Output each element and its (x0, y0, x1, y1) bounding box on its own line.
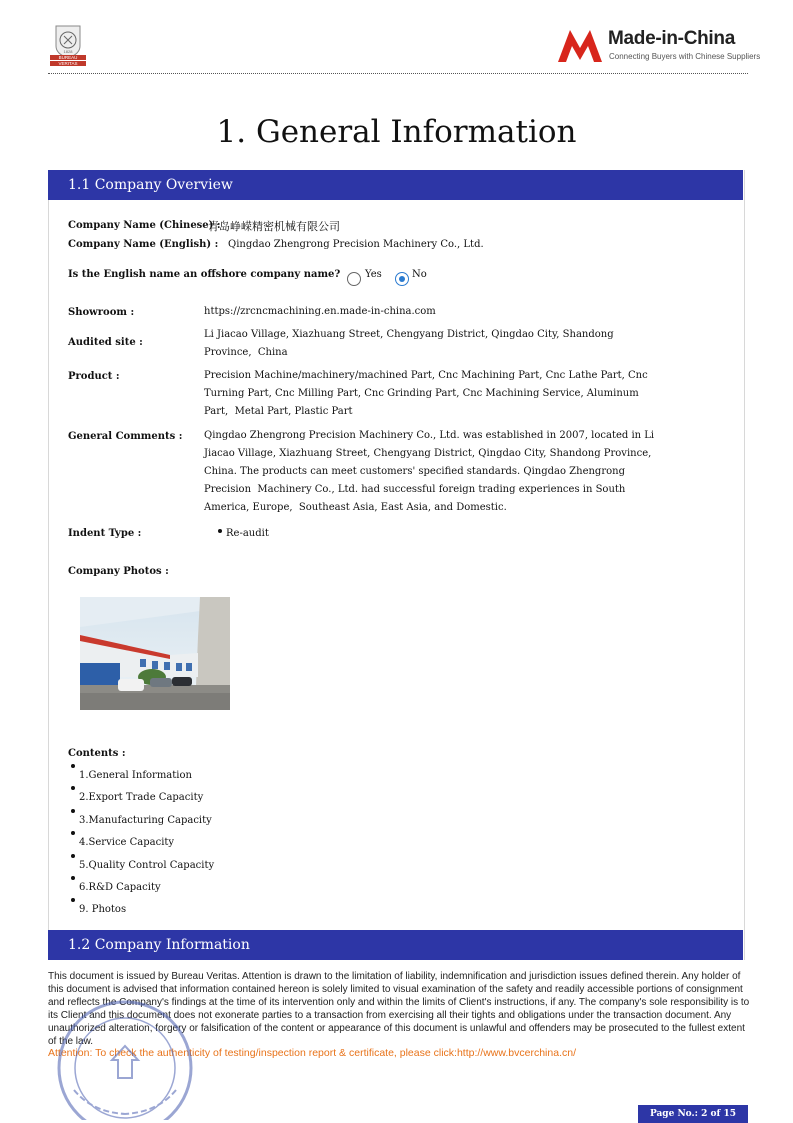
company-name-cn-value: 青岛峥嵘精密机械有限公司 (208, 220, 340, 233)
section-1-2-header (48, 930, 743, 960)
mic-subtitle: Connecting Buyers with Chinese Suppliers (609, 52, 761, 61)
page-title: 1. General Information (216, 114, 577, 150)
contents-item[interactable]: 9. Photos (79, 904, 127, 915)
page-number-badge: Page No.: 2 of 15 (638, 1105, 748, 1123)
company-name-en-label: Company Name (English) : (68, 239, 219, 250)
section-1-1-title: 1.1 Company Overview (68, 177, 233, 193)
audited-site-label: Audited site : (68, 337, 143, 348)
section-1-2-title: 1.2 Company Information (68, 937, 250, 953)
contents-bullet-icon (71, 831, 75, 835)
seal-stamp-icon (52, 1000, 198, 1120)
contents-item[interactable]: 2.Export Trade Capacity (79, 792, 204, 803)
company-name-en-value: Qingdao Zhengrong Precision Machinery Co., Ltd. (228, 239, 484, 250)
contents-bullet-icon (71, 809, 75, 813)
company-photos-label: Company Photos : (68, 566, 169, 577)
offshore-question: Is the English name an offshore company name? (68, 269, 341, 280)
indent-type-value: Re-audit (226, 528, 269, 539)
offshore-no-radio[interactable] (395, 272, 409, 286)
indent-bullet-icon (218, 529, 222, 533)
bv-logo-bottom-text: VERITAS (58, 61, 78, 66)
contents-item[interactable]: 6.R&D Capacity (79, 882, 161, 893)
contents-bullet-icon (71, 854, 75, 858)
made-in-china-logo (556, 26, 761, 66)
mic-m-icon (556, 26, 606, 64)
contents-label: Contents : (68, 748, 126, 759)
product-value: Precision Machine/machinery/machined Part, Cnc Machining Part, Cnc Lathe Part, Cnc Turning Part, Cnc Milling Part, Cnc Grinding Part, Cnc Machining Service, Aluminum Part, Metal Part, Plastic Part (204, 370, 648, 417)
indent-type-label: Indent Type : (68, 528, 142, 539)
authenticity-notice[interactable]: Attention: To check the authenticity of testing/inspection report & certificate, please click:http://www.bvcerchina.cn/ (48, 1047, 576, 1059)
showroom-label: Showroom : (68, 307, 135, 318)
contents-bullet-icon (71, 786, 75, 790)
section-1-1-header (48, 170, 743, 200)
company-name-cn-label: Company Name (Chinese) : (68, 220, 221, 231)
contents-bullet-icon (71, 898, 75, 902)
offshore-yes-label: Yes (365, 269, 382, 280)
page-header (0, 0, 793, 76)
contents-bullet-icon (71, 764, 75, 768)
mic-title: Made-in-China (608, 28, 735, 49)
general-comments-label: General Comments : (68, 431, 183, 442)
bv-logo-year: 1828 (63, 49, 73, 54)
bureau-veritas-logo (48, 22, 88, 68)
bv-logo-top-text: BUREAU (58, 55, 78, 60)
general-comments-value: Qingdao Zhengrong Precision Machinery Co., Ltd. was established in 2007, located in Li Jiacao Village, Xiazhuang Street, Chengyang District, Qingdao City, Shandong Province, China. The products can meet customers' specified standards. Qingdao Zhengrong Precision Machinery Co., Ltd. had successful foreign trading experiences in South America, Europe, Southeast Asia, East Asia, and Domestic. (204, 430, 655, 513)
contents-item[interactable]: 5.Quality Control Capacity (79, 860, 215, 871)
disclaimer-text: This document is issued by Bureau Veritas. Attention is drawn to the limitation of liability, indemnification and jurisdiction issues defined therein. Any holder of this document is advised that information contained hereon is solely limited to visual examination of the safety and readily accessible portions of consignment and reflects the Company's findings at the time of its intervention only and within the limits of Client's instructions, if any. The company's sole responsibility is to its Client and this document does not exonerate parties to a transaction from exercising all their tights and obligations under the transaction document. Any unauthorized alteration, forgery or falsification of the content or appearance of this document is unlawful and offenders may be prosecuted to the fullest extent of the law. (48, 971, 750, 1047)
contents-item[interactable]: 4.Service Capacity (79, 837, 175, 848)
product-label: Product : (68, 371, 120, 382)
audited-site-value: Li Jiacao Village, Xiazhuang Street, Chengyang District, Qingdao City, Shandong Province, China (204, 329, 614, 358)
contents-item[interactable]: 3.Manufacturing Capacity (79, 815, 212, 826)
offshore-no-label: No (412, 269, 427, 280)
company-photo (80, 597, 230, 710)
showroom-link[interactable]: https://zrcncmachining.en.made-in-china.com (204, 306, 436, 317)
offshore-yes-radio[interactable] (347, 272, 361, 286)
contents-bullet-icon (71, 876, 75, 880)
contents-item[interactable]: 1.General Information (79, 770, 192, 781)
header-divider (48, 73, 748, 74)
